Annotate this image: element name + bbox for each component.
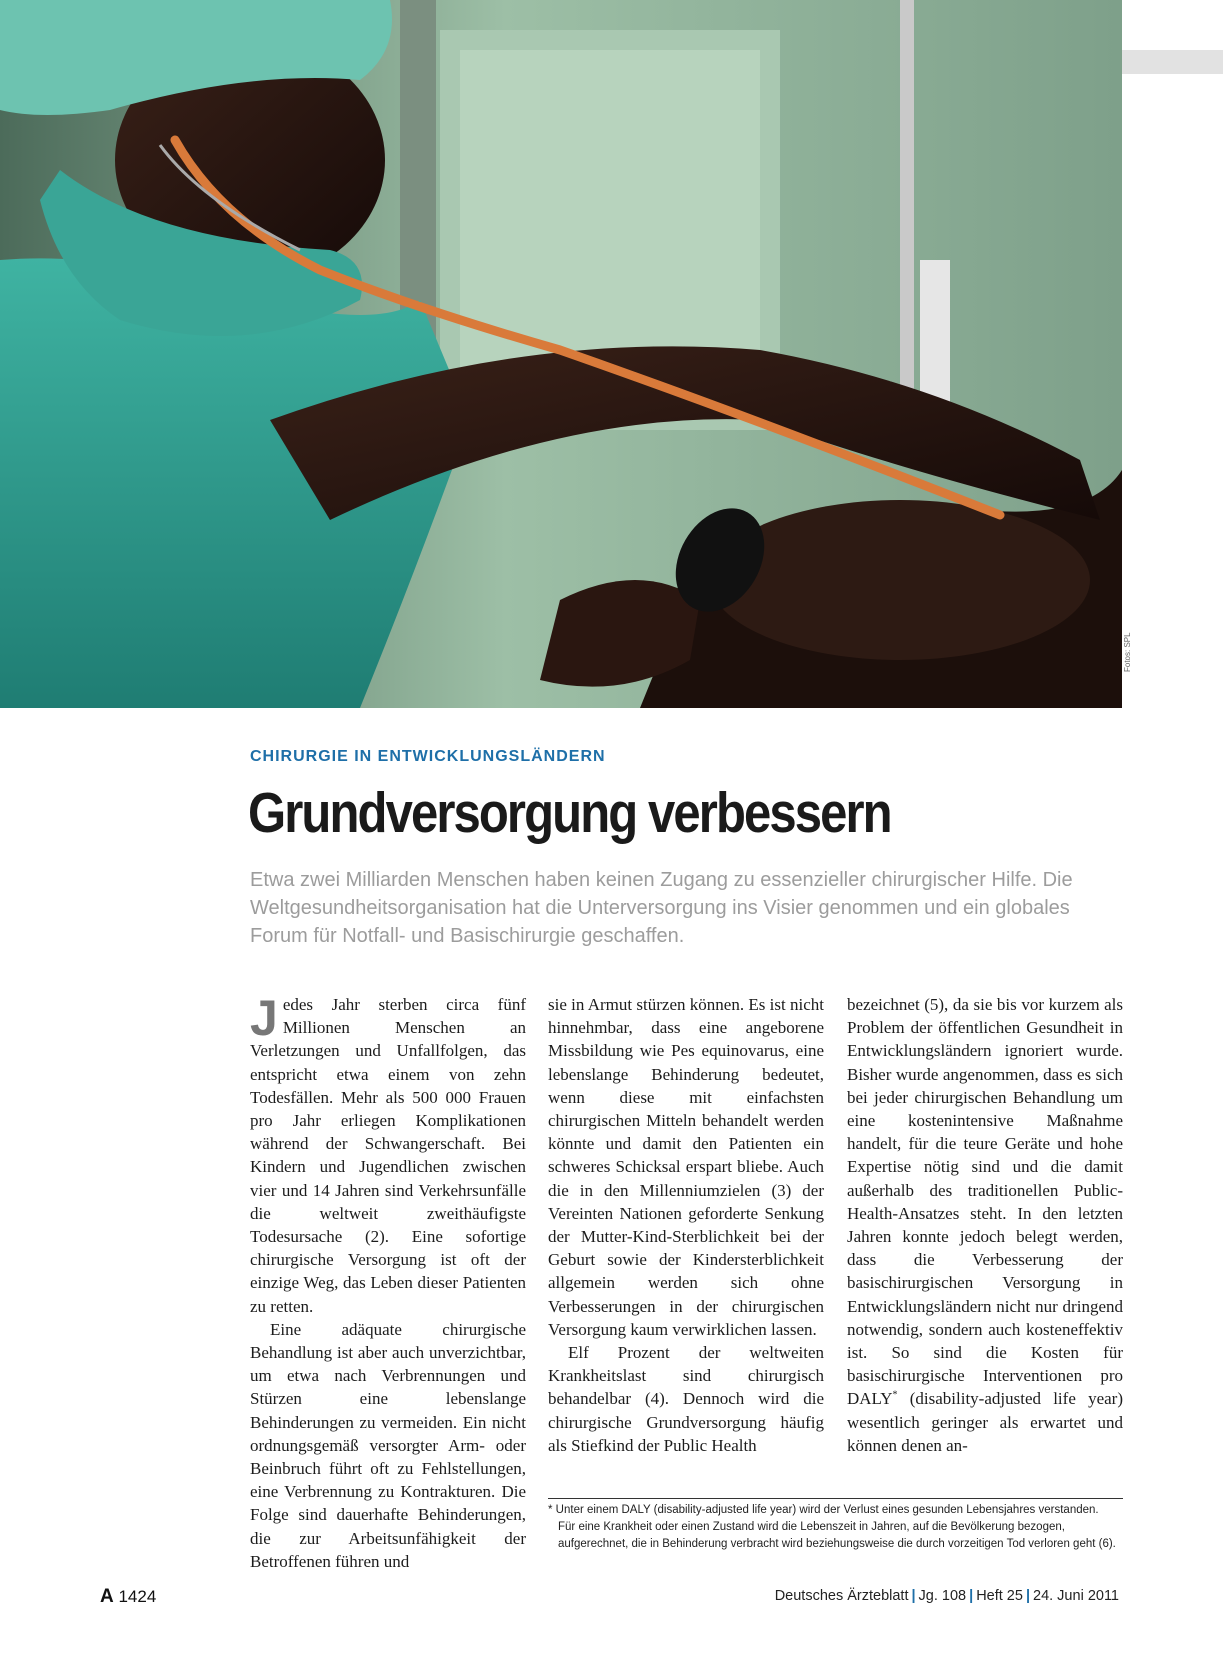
footnote xyxy=(548,1502,1128,1553)
margin-tab xyxy=(1122,50,1223,74)
footnote-marker: * xyxy=(892,1389,898,1401)
body-column-3 xyxy=(847,993,1123,1457)
paragraph: sie in Armut stürzen können. Es ist nicht hinnehmbar, dass eine angeborene Missbildung wie Pes equinovarus, eine lebenslange Behinderung bedeutet, wenn diese mit einfachsten chirurgischen Mitteln behandelt werden könnte und damit den Patienten ein schweres Schicksal erspart bliebe. Auch die in den Millenniumzielen (3) der Vereinten Nationen geforderte Senkung der Mutter-Kind-Sterblichkeit bei der Geburt sowie der Kindersterblichkeit allgemein werden sich ohne Verbesserungen in der chirurgischen Versorgung kaum verwirklichen lassen. xyxy=(548,995,824,1339)
journal-volume: Jg. 108 xyxy=(918,1588,967,1604)
footer-separator: | xyxy=(1025,1588,1030,1604)
paragraph: Eine adäquate chirurgische Behandlung ist aber auch unverzichtbar, um etwa nach Verbrennungen und Stürzen eine lebenslange Behinderungen zu vermeiden. Ein nicht ordnungsgemäß versorgter Arm- oder Beinbruch führt oft zu Fehlstellungen, eine Verbrennung zu Kontrakturen. Die Folge sind dauerhafte Behinderungen, die zur Arbeitsunfähigkeit der Betroffenen führen und xyxy=(250,1319,526,1571)
paragraph xyxy=(250,990,526,1318)
page-number: 1424 xyxy=(118,1587,157,1606)
body-column-2 xyxy=(548,993,824,1457)
hero-photo-illustration xyxy=(0,0,1122,708)
footnote-rule xyxy=(548,1498,1123,1499)
article-headline: Grundversorgung verbessern xyxy=(248,781,891,845)
drop-cap: J xyxy=(250,990,278,1046)
photo-credit: Fotos: SPL xyxy=(1123,632,1132,672)
footer-separator: | xyxy=(969,1588,974,1604)
article-lead: Etwa zwei Milliarden Menschen haben keinen Zugang zu essenzieller chirurgischer Hilfe. Die Weltgesundheitsorganisation hat die Unterversorgung ins Visier genommen und ein globales Forum für Notfall- und Basischirurgie geschaffen. xyxy=(250,869,1073,947)
running-footer xyxy=(775,1588,1119,1604)
paragraph-text: edes Jahr sterben circa fünf Millionen Menschen an Verletzungen und Unfallfolgen, das entspricht etwa einem von zehn Todesfällen. Mehr als 500 000 Frauen pro Jahr erliegen Komplikationen während der Schwangerschaft. Bei Kindern und Jugendlichen zwischen vier und 14 Jahren sind Verkehrsunfälle die weltweit zweithäufigste Todesursache (2). Eine sofortige chirurgische Versorgung ist oft der einzige Weg, das Leben dieser Patienten zu retten. xyxy=(250,995,526,1316)
section-kicker: CHIRURGIE IN ENTWICKLUNGSLÄNDERN xyxy=(250,748,606,765)
paragraph: Elf Prozent der weltweiten Krankheitslast sind chirurgisch behandelbar (4). Dennoch wird die chirurgische Grundversorgung häufig als Stiefkind der Public Health xyxy=(548,1343,824,1455)
paragraph-text: (disability-adjusted life year) wesentlich geringer als erwartet und können denen an- xyxy=(847,1389,1123,1455)
journal-name: Deutsches Ärzteblatt xyxy=(774,1588,909,1604)
footer-separator: | xyxy=(911,1588,916,1604)
footnote-line: * Unter einem DALY (disability-adjusted life year) wird der Verlust eines gesunden Lebensjahres verstanden. xyxy=(548,1504,1099,1516)
paragraph xyxy=(847,993,1123,1457)
body-column-1 xyxy=(250,990,526,1573)
page-folio xyxy=(100,1586,156,1608)
issue-date: 24. Juni 2011 xyxy=(1033,1588,1119,1604)
hero-photo xyxy=(0,0,1122,708)
folio-letter: A xyxy=(100,1586,114,1607)
footnote-line: Für eine Krankheit oder einen Zustand wird die Lebenszeit in Jahren, auf die Bevölkerung bezogen, aufgerechnet, die in Behinderung verbracht wird beziehungsweise die durch vorzeitigen Tod verloren geht (6). xyxy=(558,1521,1116,1550)
journal-issue: Heft 25 xyxy=(976,1588,1023,1604)
paragraph-text: bezeichnet (5), da sie bis vor kurzem als Problem der öffentlichen Gesundheit in Entwicklungsländern ignoriert wurde. Bisher wurde angenommen, dass es sich bei jeder chirurgischen Behandlung um eine kostenintensive Maßnahme handelt, für die teure Geräte und hohe Expertise nötig sind und die damit außerhalb des traditionellen Public-Health-Ansatzes steht. In den letzten Jahren konnte jedoch belegt werden, dass die Verbesserung der basischirurgischen Versorgung in Entwicklungsländern nicht nur dringend notwendig, sondern auch kosteneffektiv ist. So sind die Kosten für basischirurgische Interventionen pro DALY xyxy=(847,995,1123,1409)
